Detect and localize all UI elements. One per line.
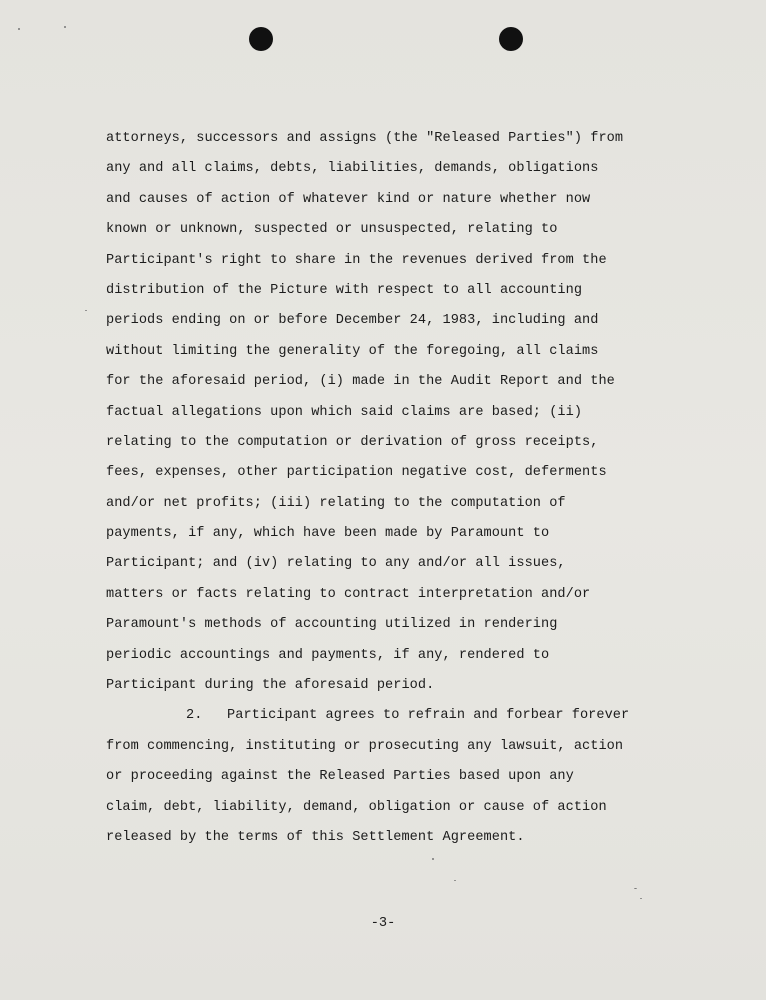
text-line: Participant; and (iv) relating to any and/or all issues,	[106, 556, 566, 572]
paper-speck	[640, 898, 642, 899]
paper-speck	[85, 310, 87, 311]
text-line: for the aforesaid period, (i) made in the Audit Report and the	[106, 374, 615, 390]
text-line: matters or facts relating to contract interpretation and/or	[106, 586, 591, 602]
text-line: and causes of action of whatever kind or nature whether now	[106, 191, 591, 207]
paper-speck	[634, 888, 637, 889]
text-line: without limiting the generality of the foregoing, all claims	[106, 343, 599, 359]
text-line: or proceeding against the Released Parties based upon any	[106, 769, 574, 785]
paper-speck	[18, 28, 20, 30]
text-line: relating to the computation or derivation of gross receipts,	[106, 434, 599, 450]
text-line: from commencing, instituting or prosecuting any lawsuit, action	[106, 738, 624, 754]
text-line: factual allegations upon which said claims are based; (ii)	[106, 404, 583, 420]
text-line: and/or net profits; (iii) relating to the computation of	[106, 495, 566, 511]
text-line: payments, if any, which have been made by Paramount to	[106, 526, 550, 542]
document-body	[106, 124, 706, 853]
text-line: 2. Participant agrees to refrain and forbear forever	[186, 708, 630, 724]
text-line: fees, expenses, other participation negative cost, deferments	[106, 465, 607, 481]
text-line: claim, debt, liability, demand, obligation or cause of action	[106, 799, 607, 815]
paper-speck	[432, 858, 434, 860]
text-line: Paramount's methods of accounting utilized in rendering	[106, 617, 558, 633]
text-line: distribution of the Picture with respect to all accounting	[106, 282, 583, 298]
text-line: known or unknown, suspected or unsuspected, relating to	[106, 222, 558, 238]
paragraph-1	[106, 124, 706, 701]
paper-speck	[454, 880, 456, 881]
text-line: any and all claims, debts, liabilities, demands, obligations	[106, 161, 599, 177]
text-line: Participant during the aforesaid period.	[106, 678, 435, 694]
punch-hole-left	[249, 27, 273, 51]
text-line: periodic accountings and payments, if any, rendered to	[106, 647, 550, 663]
paragraph-2	[106, 701, 706, 853]
text-line: released by the terms of this Settlement Agreement.	[106, 829, 525, 845]
text-line: attorneys, successors and assigns (the "Released Parties") from	[106, 131, 624, 146]
paper-speck	[64, 26, 66, 28]
punch-hole-right	[499, 27, 523, 51]
text-line: periods ending on or before December 24, 1983, including and	[106, 313, 599, 329]
text-line: Participant's right to share in the revenues derived from the	[106, 252, 607, 268]
page-number: -3-	[370, 916, 396, 931]
